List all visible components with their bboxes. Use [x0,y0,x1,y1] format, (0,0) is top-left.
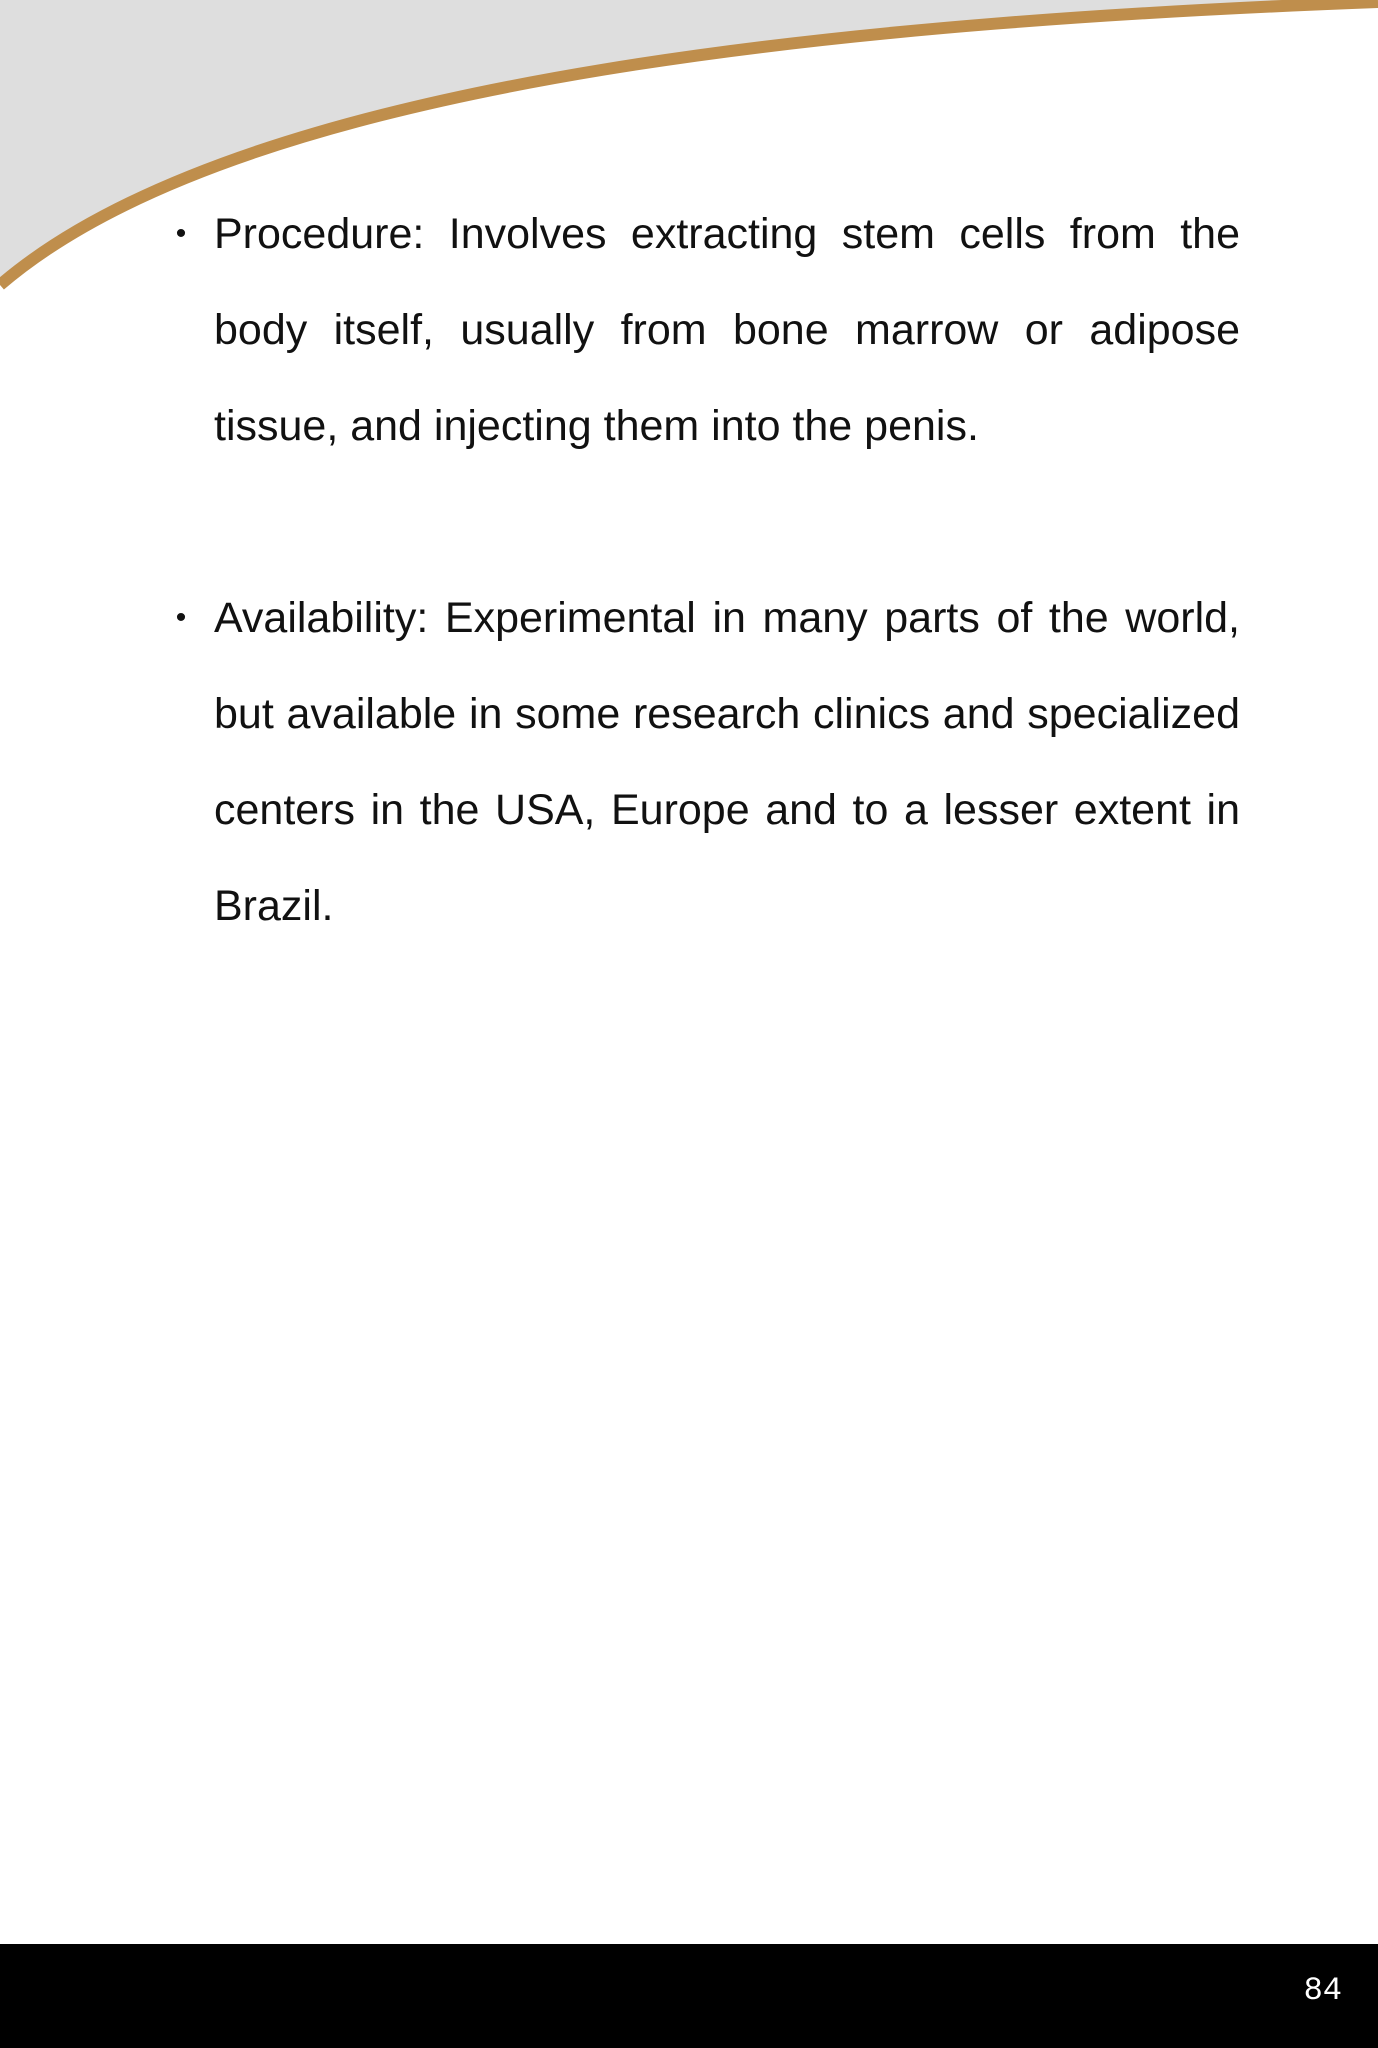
bullet-marker: • [175,601,187,634]
bullet-text: Availability: Experimental in many parts of the world, but available in some research clinics and specialized centers in the USA, Europe and to a lesser extent in Brazil. [214,594,1240,930]
page-number: 84 [1303,1972,1342,2009]
bullet-text: Procedure: Involves extracting stem cells from the body itself, usually from bone marrow or adipose tissue, and injecting them into the penis. [214,210,1240,450]
bullet-list [175,186,1240,954]
bullet-marker: • [175,217,187,250]
footer-bar [0,1944,1378,2048]
bullet-item-availability [175,570,1240,954]
bullet-item-procedure [175,186,1240,474]
main-content [175,186,1240,1050]
